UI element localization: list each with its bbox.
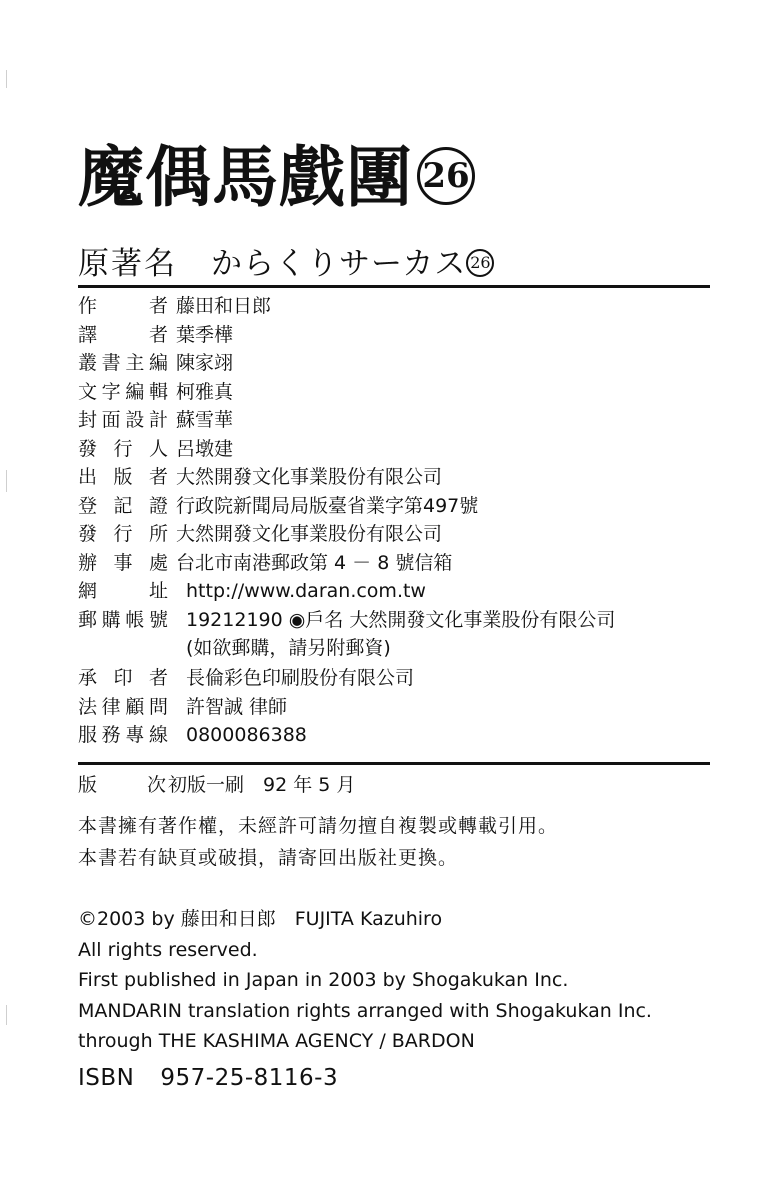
credit-label-char: 號 bbox=[148, 608, 168, 631]
credit-label-char: 叢 bbox=[78, 352, 98, 374]
credit-label-char: 版 bbox=[113, 466, 133, 488]
credit-label-char: 編 bbox=[125, 380, 145, 403]
credit-label-char: 址 bbox=[148, 580, 168, 602]
credit-label-char: 者 bbox=[148, 295, 168, 317]
credit-label-char: 郵 bbox=[78, 608, 98, 631]
rights-line: All rights reserved. bbox=[78, 938, 258, 961]
credit-label-char: 編 bbox=[148, 352, 168, 374]
credit-value: (如欲郵購，請另附郵資) bbox=[186, 637, 391, 659]
credit-label-char: 者 bbox=[148, 466, 168, 488]
credit-value: 台北市南港郵政第 4 － 8 號信箱 bbox=[176, 551, 453, 574]
original-title-row bbox=[78, 244, 494, 284]
credit-value: 長倫彩色印刷股份有限公司 bbox=[186, 667, 415, 689]
edition-row bbox=[78, 770, 355, 800]
edition-label-b: 次 bbox=[147, 774, 167, 796]
credit-website bbox=[78, 577, 718, 606]
credit-label-char: 網 bbox=[78, 580, 98, 602]
credit-label-char: 法 bbox=[78, 695, 98, 718]
credit-value: 許智誠 律師 bbox=[186, 695, 288, 718]
credit-label-char: 出 bbox=[78, 466, 98, 488]
edition-label bbox=[78, 770, 168, 800]
credit-translator bbox=[78, 321, 718, 350]
credit-label-char: 行 bbox=[113, 523, 133, 545]
copyright-notice: 本書擁有著作權，未經許可請勿擅自複製或轉載引用。 bbox=[78, 815, 559, 837]
credit-label-char: 務 bbox=[101, 724, 121, 746]
credit-postal-note bbox=[78, 634, 718, 664]
credit-label bbox=[78, 549, 168, 578]
book-title bbox=[78, 138, 475, 218]
credit-value: 0800086388 bbox=[186, 724, 307, 746]
credit-label-char: 專 bbox=[125, 724, 145, 746]
credit-label-char: 服 bbox=[78, 724, 98, 746]
credit-label bbox=[78, 321, 168, 350]
credit-label-char: 登 bbox=[78, 494, 98, 517]
edge-mark bbox=[6, 470, 7, 492]
credit-label-char: 印 bbox=[113, 667, 133, 689]
agency-line: through THE KASHIMA AGENCY / BARDON bbox=[78, 1030, 475, 1052]
copyright-line: ©2003 by 藤田和日郎 FUJITA Kazuhiro bbox=[78, 908, 443, 930]
divider-middle bbox=[78, 762, 710, 765]
credit-label-char: 輯 bbox=[148, 380, 168, 403]
edge-mark bbox=[6, 1005, 7, 1025]
isbn-value: 957-25-8116-3 bbox=[160, 1064, 339, 1091]
credit-label bbox=[78, 435, 168, 464]
original-volume-badge: 26 bbox=[466, 249, 494, 277]
credit-label-char: 處 bbox=[148, 551, 168, 574]
publication-line: First published in Japan in 2003 by Shogakukan Inc. bbox=[78, 969, 569, 991]
website-link[interactable]: http://www.daran.com.tw bbox=[186, 580, 426, 602]
credit-label-char: 所 bbox=[148, 523, 168, 545]
credit-label-char: 作 bbox=[78, 295, 98, 317]
credit-label-char: 人 bbox=[148, 437, 168, 460]
credit-label bbox=[78, 463, 168, 492]
credit-label bbox=[78, 693, 168, 722]
credit-publisher-person bbox=[78, 435, 718, 464]
credit-label-char: 面 bbox=[101, 409, 121, 431]
credit-publisher bbox=[78, 463, 718, 492]
edition-value: 初版一刷 92 年 5 月 bbox=[168, 774, 356, 796]
credit-label bbox=[78, 349, 168, 378]
credit-office bbox=[78, 549, 718, 578]
credit-label-char: 譯 bbox=[78, 323, 98, 346]
credit-label-char: 事 bbox=[113, 551, 133, 574]
credit-label-char: 帳 bbox=[125, 608, 145, 631]
credit-value: 呂墩建 bbox=[176, 437, 234, 460]
edition-label-a: 版 bbox=[78, 774, 98, 796]
isbn-row bbox=[78, 1063, 652, 1094]
credit-cover-design bbox=[78, 406, 718, 435]
credit-label-char: 書 bbox=[101, 352, 121, 374]
original-title-text: からくりサーカス bbox=[211, 246, 467, 282]
original-title-label: 原著名 bbox=[78, 246, 177, 282]
credit-label bbox=[78, 292, 168, 321]
credit-registration bbox=[78, 492, 718, 521]
credit-value: 藤田和日郎 bbox=[176, 295, 272, 317]
credit-label bbox=[78, 378, 168, 407]
credit-value: 大然開發文化事業股份有限公司 bbox=[176, 523, 443, 545]
credit-legal-advisor bbox=[78, 693, 718, 722]
credit-distributor bbox=[78, 520, 718, 549]
credit-label-char: 承 bbox=[78, 667, 98, 689]
translation-rights-line: MANDARIN translation rights arranged with Shogakukan Inc. bbox=[78, 999, 652, 1022]
credit-label bbox=[78, 664, 168, 693]
credit-label-char: 問 bbox=[148, 695, 168, 718]
credit-label-char: 設 bbox=[125, 409, 145, 431]
credits-list bbox=[78, 292, 718, 750]
credit-label-char: 顧 bbox=[125, 695, 145, 718]
credit-label-char: 字 bbox=[101, 380, 121, 403]
edge-mark bbox=[6, 70, 7, 88]
credit-label-char: 辦 bbox=[78, 551, 98, 574]
credit-value: 19212190 ◉戶名 大然開發文化事業股份有限公司 bbox=[186, 608, 616, 631]
credit-label bbox=[78, 721, 168, 750]
credit-postal-account bbox=[78, 606, 718, 635]
credit-label-char: 線 bbox=[148, 724, 168, 746]
volume-number-badge: 26 bbox=[417, 147, 475, 205]
credit-value: 大然開發文化事業股份有限公司 bbox=[176, 466, 443, 488]
credit-value: 蘇雪華 bbox=[176, 409, 234, 431]
copyright-block bbox=[78, 904, 652, 1093]
credit-label-char: 文 bbox=[78, 380, 98, 403]
credit-label-char: 記 bbox=[113, 494, 133, 517]
credit-label bbox=[78, 492, 168, 521]
credit-label bbox=[78, 406, 168, 435]
credit-label-char: 律 bbox=[101, 695, 121, 718]
credit-label-char: 發 bbox=[78, 523, 98, 545]
credit-author bbox=[78, 292, 718, 321]
credit-printer bbox=[78, 664, 718, 693]
isbn-label: ISBN bbox=[78, 1064, 135, 1091]
credit-label-char: 者 bbox=[148, 667, 168, 689]
credit-text-editor bbox=[78, 378, 718, 407]
credit-value: 行政院新聞局局版臺省業字第497號 bbox=[176, 494, 479, 517]
credit-label-char: 發 bbox=[78, 437, 98, 460]
credit-value: 柯雅真 bbox=[176, 380, 234, 403]
credit-label-char: 購 bbox=[101, 608, 121, 631]
credit-label bbox=[78, 577, 168, 606]
credit-label-char: 封 bbox=[78, 409, 98, 431]
credit-value: 葉季樺 bbox=[176, 323, 234, 346]
credit-series-editor bbox=[78, 349, 718, 378]
credit-label-char: 者 bbox=[148, 323, 168, 346]
divider-top bbox=[78, 285, 710, 288]
credit-label-char: 計 bbox=[148, 409, 168, 431]
credit-label-char: 證 bbox=[148, 494, 168, 517]
book-title-text: 魔偶馬戲團 bbox=[78, 139, 413, 216]
credit-value: 陳家翊 bbox=[176, 352, 234, 374]
damage-notice: 本書若有缺頁或破損，請寄回出版社更換。 bbox=[78, 847, 459, 869]
credit-label bbox=[78, 520, 168, 549]
credit-label-char: 主 bbox=[125, 352, 145, 374]
notices bbox=[78, 810, 558, 874]
credit-service-line bbox=[78, 721, 718, 750]
credit-label bbox=[78, 606, 168, 635]
credit-label-char: 行 bbox=[113, 437, 133, 460]
